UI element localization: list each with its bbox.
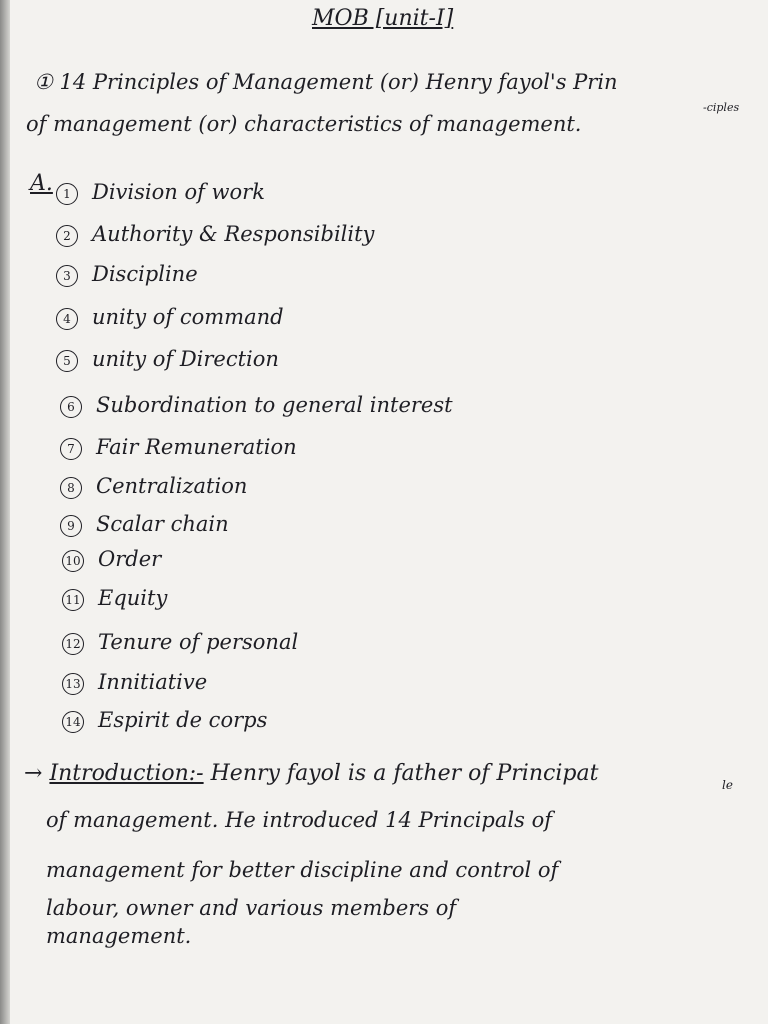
principle-item: [62, 670, 207, 695]
principle-item: [60, 393, 453, 418]
principle-number: 4: [56, 308, 78, 330]
question-line-2: of management (or) characteristics of management.: [26, 112, 582, 136]
principle-text: unity of Direction: [92, 347, 279, 371]
principle-text: Tenure of personal: [98, 630, 299, 654]
page-title: MOB [unit-I]: [312, 6, 454, 31]
principle-number: 11: [62, 589, 84, 611]
principle-item: [56, 347, 279, 372]
introduction-line-1: Henry fayol is a father of Principat: [210, 761, 599, 786]
introduction-superscript: le: [722, 778, 733, 792]
principle-number: 3: [56, 265, 78, 287]
introduction-line-5: management.: [46, 924, 192, 948]
principle-item: [56, 305, 284, 330]
principle-text: Subordination to general interest: [96, 393, 453, 417]
principle-number: 8: [60, 477, 82, 499]
principle-item: [56, 222, 374, 247]
introduction-line-2: of management. He introduced 14 Principals of: [46, 808, 552, 832]
introduction-label: Introduction:-: [49, 761, 204, 786]
question-line-1: ① 14 Principles of Management (or) Henry fayol's Prin: [34, 70, 618, 94]
principle-text: Fair Remuneration: [96, 435, 297, 459]
principle-text: Espirit de corps: [98, 708, 268, 732]
principle-text: Authority & Responsibility: [92, 222, 375, 246]
principle-number: 6: [60, 396, 82, 418]
principle-number: 1: [56, 183, 78, 205]
answer-label: A.: [30, 171, 53, 196]
principle-text: Discipline: [92, 262, 198, 286]
principle-number: 9: [60, 515, 82, 537]
principle-text: Order: [98, 547, 162, 571]
principle-item: [62, 630, 298, 655]
notebook-edge: [0, 0, 10, 1024]
principle-text: Equity: [98, 586, 168, 610]
principle-text: unity of command: [92, 305, 284, 329]
principle-number: 12: [62, 633, 84, 655]
question-line-1-continuation: -ciples: [703, 101, 740, 114]
principle-text: Innitiative: [98, 670, 208, 694]
principle-item: [62, 547, 161, 572]
principle-text: Centralization: [96, 474, 248, 498]
principle-number: 14: [62, 711, 84, 733]
principle-text: Scalar chain: [96, 512, 229, 536]
principle-text: Division of work: [92, 180, 265, 204]
principle-item: [62, 708, 267, 733]
principle-number: 7: [60, 438, 82, 460]
principle-number: 5: [56, 350, 78, 372]
principle-number: 10: [62, 550, 84, 572]
introduction-line-3: management for better discipline and control of: [46, 858, 559, 882]
principle-item: [62, 586, 167, 611]
arrow-icon: →: [24, 761, 43, 786]
principle-item: [56, 262, 198, 287]
principle-item: [60, 474, 247, 499]
principle-item: [60, 512, 229, 537]
principle-item: [56, 180, 265, 205]
principle-item: [60, 435, 297, 460]
introduction-heading: [24, 761, 598, 786]
principle-number: 2: [56, 225, 78, 247]
principle-number: 13: [62, 673, 84, 695]
introduction-line-4: labour, owner and various members of: [46, 896, 457, 920]
